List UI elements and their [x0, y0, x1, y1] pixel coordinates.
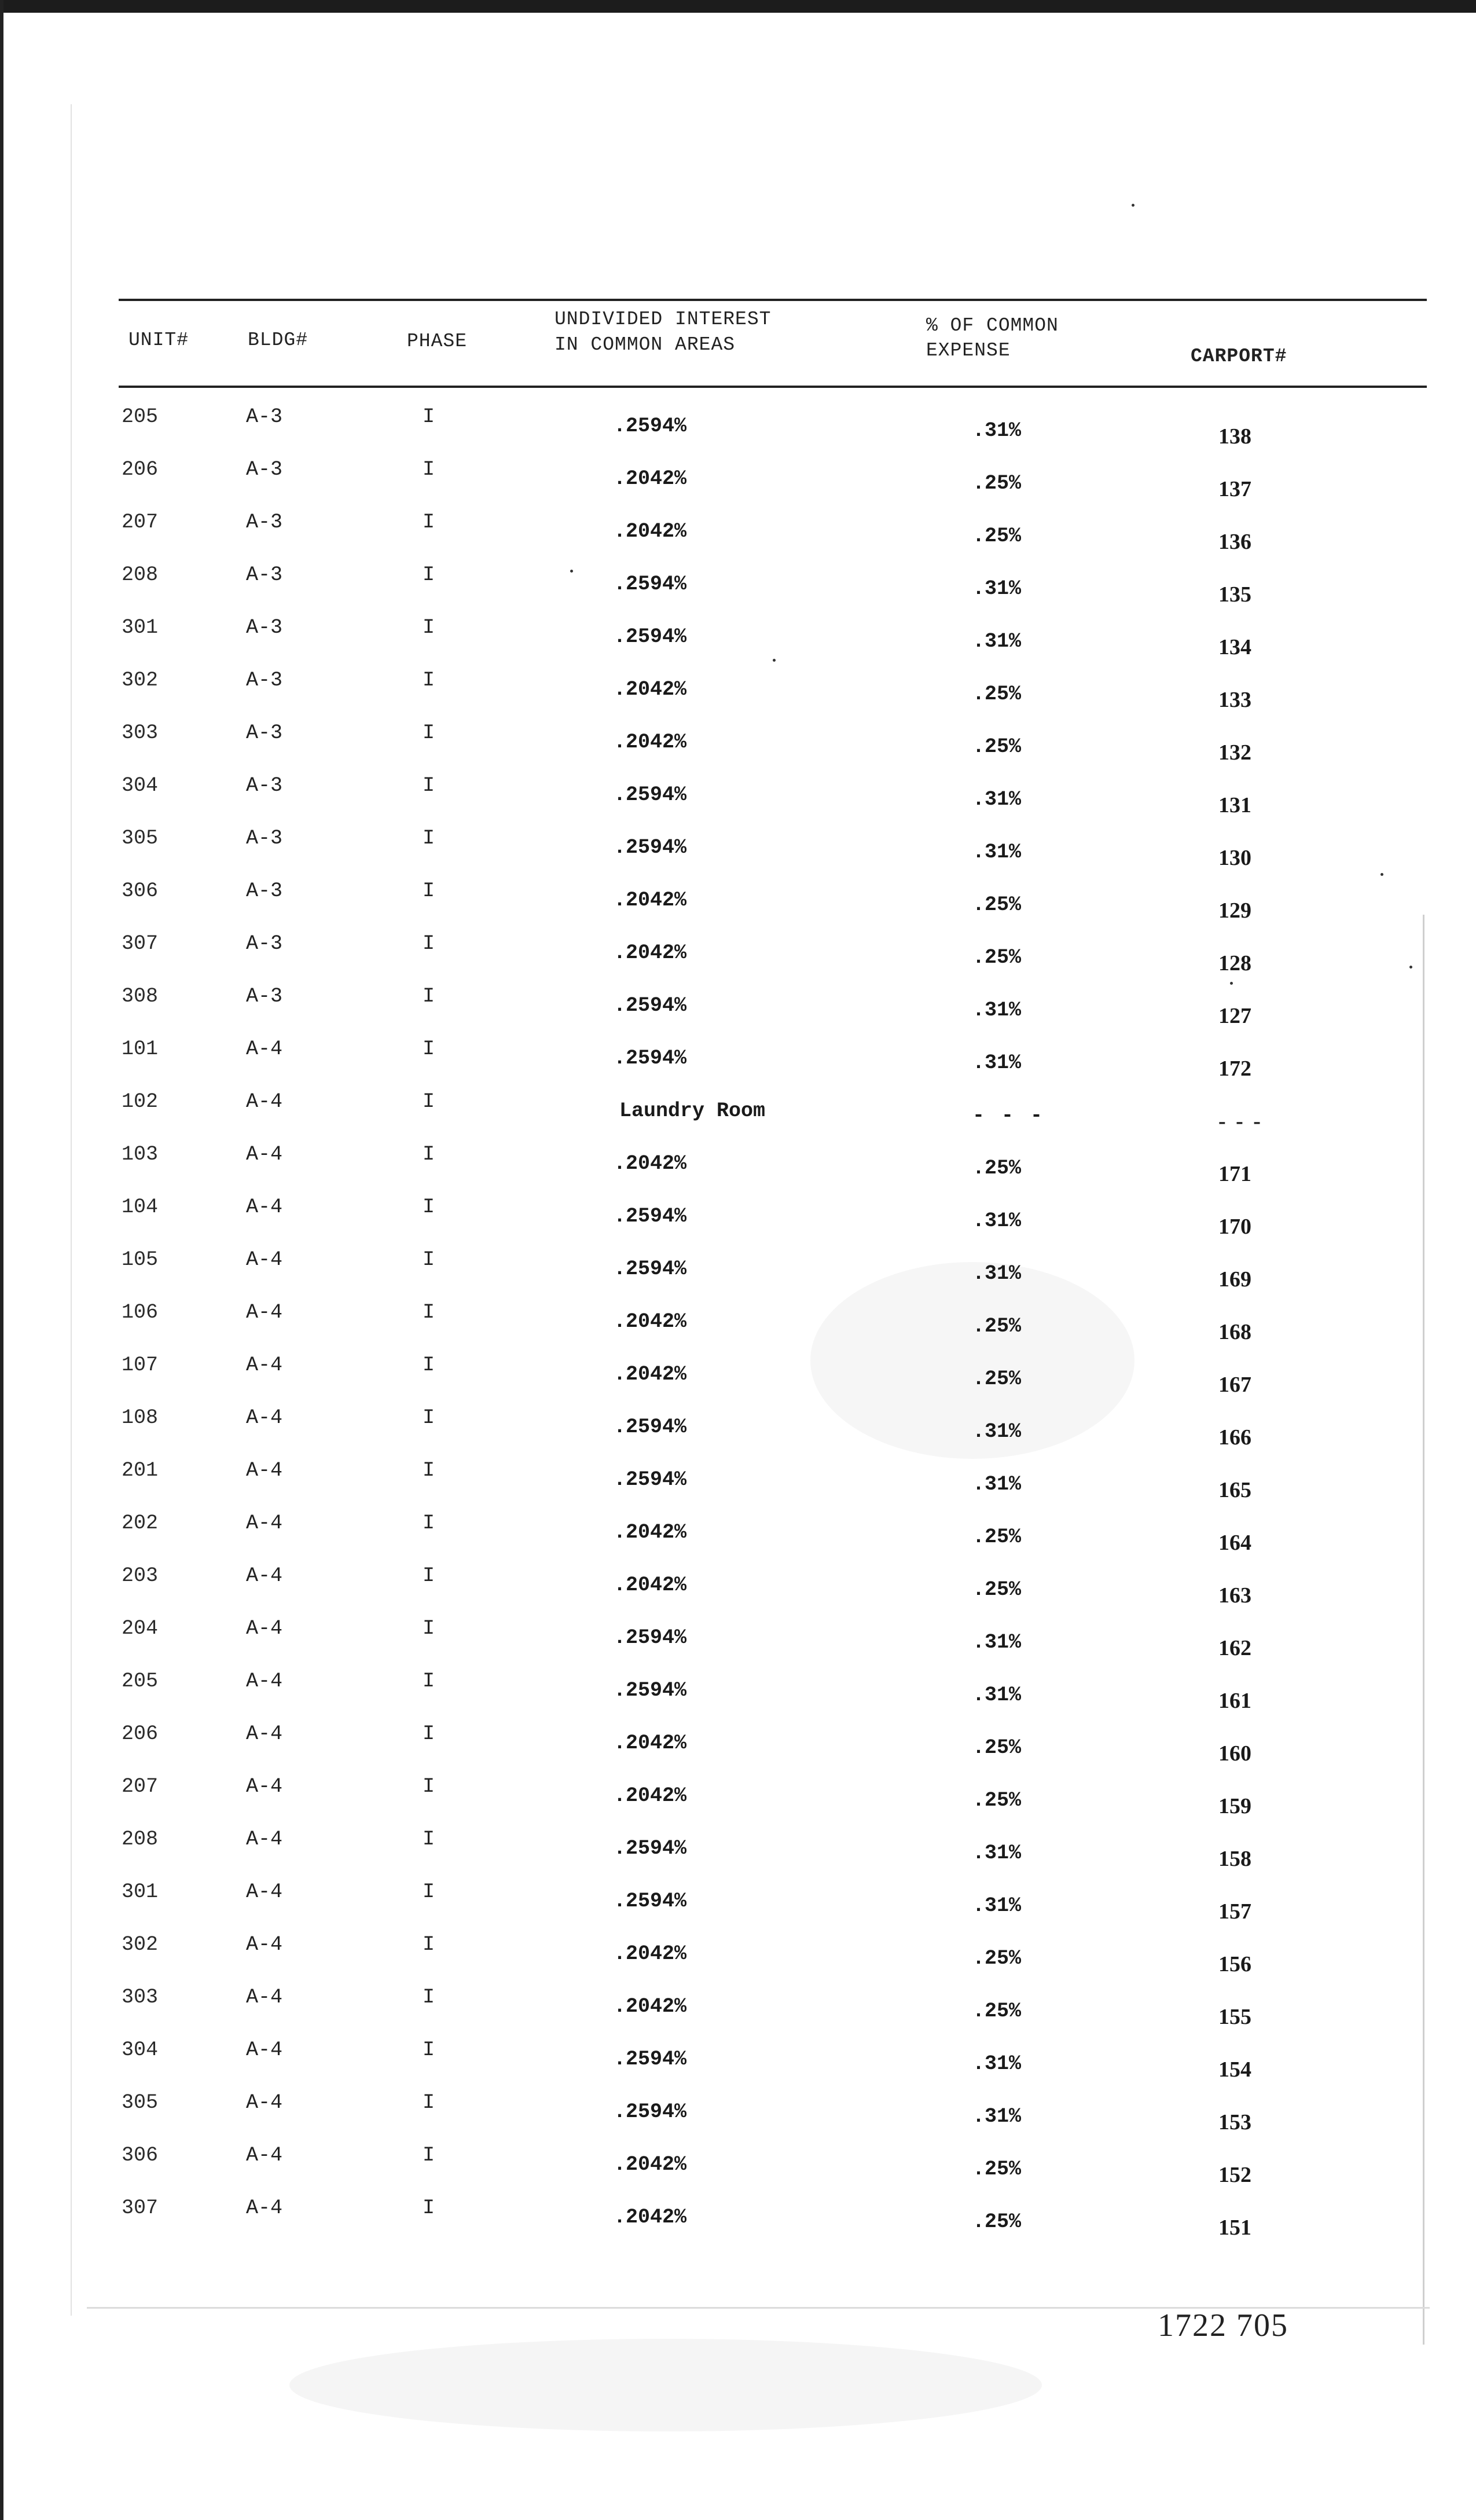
common-expense-cell: .31% [972, 1051, 1022, 1074]
phase-cell: I [423, 1617, 435, 1640]
carport-cell: 127 [1218, 1004, 1251, 1028]
phase-cell: I [423, 721, 435, 744]
unit-cell: 208 [122, 563, 159, 586]
carport-cell: 162 [1218, 1636, 1251, 1660]
common-expense-cell: .31% [972, 1473, 1022, 1496]
carport-cell: 133 [1218, 688, 1251, 712]
header-pct-line2: EXPENSE [926, 340, 1011, 361]
table-row [0, 1143, 1476, 1189]
bldg-cell: A-3 [246, 616, 283, 639]
header-bottom-rule [119, 386, 1427, 388]
table-row [0, 2144, 1476, 2190]
carport-cell: 167 [1218, 1373, 1251, 1397]
phase-cell: I [423, 1143, 435, 1166]
phase-cell: I [423, 879, 435, 903]
carport-cell: 130 [1218, 846, 1251, 870]
common-expense-cell: .25% [972, 683, 1022, 706]
undivided-interest-cell: .2042% [614, 1784, 687, 1807]
unit-cell: 104 [122, 1195, 159, 1219]
unit-cell: 203 [122, 1564, 159, 1587]
table-row [0, 774, 1476, 820]
unit-cell: 304 [122, 2038, 159, 2062]
bldg-cell: A-3 [246, 879, 283, 903]
table-row [0, 1195, 1476, 1242]
table-row [0, 1248, 1476, 1294]
carport-cell: 129 [1218, 898, 1251, 923]
bldg-cell: A-3 [246, 563, 283, 586]
common-expense-cell: .31% [972, 788, 1022, 811]
carport-cell: 170 [1218, 1215, 1251, 1239]
phase-cell: I [423, 1828, 435, 1851]
unit-cell: 306 [122, 2144, 159, 2167]
undivided-interest-cell: .2042% [614, 1995, 687, 2018]
table-row [0, 1301, 1476, 1347]
carport-cell: 132 [1218, 740, 1251, 765]
table-row [0, 985, 1476, 1031]
common-expense-cell: .31% [972, 2105, 1022, 2128]
undivided-interest-cell: .2594% [614, 2100, 687, 2123]
phase-cell: I [423, 2038, 435, 2062]
phase-cell: I [423, 1406, 435, 1429]
carport-cell: 152 [1218, 2163, 1251, 2187]
unit-cell: 307 [122, 932, 159, 955]
common-expense-cell: .25% [972, 1736, 1022, 1759]
phase-cell: I [423, 1301, 435, 1324]
phase-cell: I [423, 458, 435, 481]
table-row [0, 405, 1476, 452]
unit-cell: 101 [122, 1037, 159, 1061]
bldg-cell: A-4 [246, 1037, 283, 1061]
bldg-cell: A-3 [246, 458, 283, 481]
undivided-interest-cell: .2594% [614, 2048, 687, 2071]
common-expense-cell: .25% [972, 2210, 1022, 2233]
scan-speck [773, 659, 776, 662]
phase-cell: I [423, 827, 435, 850]
unit-cell: 205 [122, 1670, 159, 1693]
common-expense-cell: .25% [972, 1157, 1022, 1180]
bldg-cell: A-4 [246, 1775, 283, 1798]
carport-cell: 163 [1218, 1583, 1251, 1608]
phase-cell: I [423, 1933, 435, 1956]
undivided-interest-cell: .2042% [614, 520, 687, 543]
undivided-interest-cell: .2042% [614, 2153, 687, 2176]
bldg-cell: A-3 [246, 827, 283, 850]
phase-cell: I [423, 1353, 435, 1377]
carport-cell: - - - [1218, 1109, 1263, 1134]
common-expense-cell: .25% [972, 1525, 1022, 1549]
bldg-cell: A-4 [246, 1248, 283, 1271]
unit-cell: 102 [122, 1090, 159, 1113]
carport-cell: 153 [1218, 2110, 1251, 2134]
table-row [0, 1775, 1476, 1821]
scan-speck [1230, 982, 1233, 985]
carport-cell: 157 [1218, 1899, 1251, 1924]
table-row [0, 1828, 1476, 1874]
bldg-cell: A-4 [246, 2038, 283, 2062]
carport-cell: 131 [1218, 793, 1251, 817]
carport-cell: 158 [1218, 1847, 1251, 1871]
phase-cell: I [423, 932, 435, 955]
unit-cell: 206 [122, 1722, 159, 1745]
common-expense-cell: .25% [972, 1578, 1022, 1601]
common-expense-cell: .25% [972, 893, 1022, 916]
undivided-interest-cell: .2042% [614, 731, 687, 754]
header-pct-line1: % OF COMMON [926, 315, 1059, 336]
unit-cell: 205 [122, 405, 159, 428]
table-row [0, 616, 1476, 662]
bldg-cell: A-3 [246, 405, 283, 428]
bldg-cell: A-4 [246, 1406, 283, 1429]
table-row [0, 2091, 1476, 2137]
table-row [0, 827, 1476, 873]
table-row [0, 458, 1476, 504]
undivided-interest-cell: .2594% [614, 1415, 687, 1439]
undivided-interest-cell: Laundry Room [619, 1099, 766, 1123]
undivided-interest-cell: .2594% [614, 783, 687, 806]
common-expense-cell: .25% [972, 1315, 1022, 1338]
carport-cell: 128 [1218, 951, 1251, 975]
table-row [0, 1933, 1476, 1979]
unit-cell: 308 [122, 985, 159, 1008]
table-row [0, 721, 1476, 768]
carport-cell: 169 [1218, 1267, 1251, 1292]
phase-cell: I [423, 1037, 435, 1061]
carport-cell: 156 [1218, 1952, 1251, 1976]
bldg-cell: A-4 [246, 2196, 283, 2220]
unit-cell: 302 [122, 1933, 159, 1956]
bldg-cell: A-4 [246, 1933, 283, 1956]
undivided-interest-cell: .2594% [614, 1205, 687, 1228]
undivided-interest-cell: .2594% [614, 1890, 687, 1913]
undivided-interest-cell: .2042% [614, 1573, 687, 1597]
carport-cell: 135 [1218, 582, 1251, 607]
bldg-cell: A-4 [246, 1670, 283, 1693]
unit-cell: 307 [122, 2196, 159, 2220]
common-expense-cell: .25% [972, 2158, 1022, 2181]
header-undivided-line1: UNDIVIDED INTEREST [555, 309, 772, 330]
carport-cell: 136 [1218, 530, 1251, 554]
bldg-cell: A-4 [246, 1617, 283, 1640]
phase-cell: I [423, 774, 435, 797]
carport-cell: 171 [1218, 1162, 1251, 1186]
phase-cell: I [423, 985, 435, 1008]
common-expense-cell: .25% [972, 946, 1022, 969]
table-row [0, 1406, 1476, 1452]
unit-cell: 206 [122, 458, 159, 481]
table-row [0, 2196, 1476, 2243]
undivided-interest-cell: .2042% [614, 889, 687, 912]
phase-cell: I [423, 1564, 435, 1587]
undivided-interest-cell: .2042% [614, 1310, 687, 1333]
bldg-cell: A-4 [246, 2144, 283, 2167]
carport-cell: 172 [1218, 1057, 1251, 1081]
common-expense-cell: .31% [972, 841, 1022, 864]
table-row [0, 1722, 1476, 1769]
carport-cell: 151 [1218, 2215, 1251, 2240]
undivided-interest-cell: .2042% [614, 1942, 687, 1965]
phase-cell: I [423, 563, 435, 586]
phase-cell: I [423, 1722, 435, 1745]
scan-speck [1409, 966, 1412, 969]
common-expense-cell: .31% [972, 1420, 1022, 1443]
undivided-interest-cell: .2594% [614, 625, 687, 648]
table-row [0, 1353, 1476, 1400]
common-expense-cell: .25% [972, 524, 1022, 548]
unit-cell: 305 [122, 2091, 159, 2114]
scan-top-border [0, 0, 1476, 13]
undivided-interest-cell: .2594% [614, 836, 687, 859]
undivided-interest-cell: .2042% [614, 1732, 687, 1755]
bldg-cell: A-3 [246, 669, 283, 692]
common-expense-cell: .31% [972, 999, 1022, 1022]
bldg-cell: A-3 [246, 774, 283, 797]
bldg-cell: A-4 [246, 1301, 283, 1324]
header-undivided-line2: IN COMMON AREAS [555, 334, 736, 355]
header-unit: UNIT# [128, 329, 189, 351]
bldg-cell: A-4 [246, 1986, 283, 2009]
table-row [0, 879, 1476, 926]
carport-cell: 134 [1218, 635, 1251, 659]
unit-cell: 105 [122, 1248, 159, 1271]
undivided-interest-cell: .2594% [614, 994, 687, 1017]
carport-cell: 159 [1218, 1794, 1251, 1818]
undivided-interest-cell: .2042% [614, 678, 687, 701]
scan-speck [1380, 873, 1383, 876]
unit-cell: 306 [122, 879, 159, 903]
undivided-interest-cell: .2042% [614, 1521, 687, 1544]
unit-cell: 208 [122, 1828, 159, 1851]
phase-cell: I [423, 616, 435, 639]
unit-cell: 201 [122, 1459, 159, 1482]
common-expense-cell: - - - [972, 1104, 1045, 1127]
carport-cell: 137 [1218, 477, 1251, 501]
common-expense-cell: .31% [972, 1209, 1022, 1233]
phase-cell: I [423, 1670, 435, 1693]
phase-cell: I [423, 1459, 435, 1482]
header-phase: PHASE [407, 331, 468, 352]
undivided-interest-cell: .2594% [614, 415, 687, 438]
table-row [0, 1670, 1476, 1716]
phase-cell: I [423, 1512, 435, 1535]
unit-cell: 103 [122, 1143, 159, 1166]
common-expense-cell: .31% [972, 419, 1022, 442]
bldg-cell: A-3 [246, 721, 283, 744]
bldg-cell: A-4 [246, 1143, 283, 1166]
bldg-cell: A-3 [246, 932, 283, 955]
table-row [0, 2038, 1476, 2085]
undivided-interest-cell: .2042% [614, 1152, 687, 1175]
unit-cell: 305 [122, 827, 159, 850]
table-row [0, 1090, 1476, 1136]
scan-smudge [289, 2339, 1042, 2431]
unit-cell: 304 [122, 774, 159, 797]
unit-cell: 106 [122, 1301, 159, 1324]
bldg-cell: A-4 [246, 1090, 283, 1113]
common-expense-cell: .31% [972, 577, 1022, 600]
table-row [0, 1564, 1476, 1611]
common-expense-cell: .31% [972, 1683, 1022, 1707]
table-row [0, 1880, 1476, 1927]
common-expense-cell: .25% [972, 735, 1022, 758]
undivided-interest-cell: .2594% [614, 1468, 687, 1491]
undivided-interest-cell: .2594% [614, 1257, 687, 1281]
unit-cell: 303 [122, 1986, 159, 2009]
carport-cell: 164 [1218, 1531, 1251, 1555]
bldg-cell: A-3 [246, 985, 283, 1008]
bldg-cell: A-4 [246, 1880, 283, 1903]
table-row [0, 669, 1476, 715]
phase-cell: I [423, 1986, 435, 2009]
table-row [0, 563, 1476, 610]
unit-cell: 207 [122, 1775, 159, 1798]
unit-cell: 303 [122, 721, 159, 744]
bldg-cell: A-4 [246, 1459, 283, 1482]
table-row [0, 1459, 1476, 1505]
header-bldg: BLDG# [248, 329, 309, 351]
common-expense-cell: .31% [972, 1262, 1022, 1285]
header-top-rule [119, 299, 1427, 301]
unit-cell: 301 [122, 616, 159, 639]
undivided-interest-cell: .2594% [614, 573, 687, 596]
phase-cell: I [423, 669, 435, 692]
unit-cell: 202 [122, 1512, 159, 1535]
undivided-interest-cell: .2594% [614, 1626, 687, 1649]
carport-cell: 161 [1218, 1689, 1251, 1713]
table-row [0, 1617, 1476, 1663]
unit-cell: 302 [122, 669, 159, 692]
bldg-cell: A-4 [246, 1722, 283, 1745]
carport-cell: 138 [1218, 424, 1251, 449]
common-expense-cell: .25% [972, 472, 1022, 495]
common-expense-cell: .31% [972, 1631, 1022, 1654]
unit-cell: 204 [122, 1617, 159, 1640]
common-expense-cell: .31% [972, 1894, 1022, 1917]
common-expense-cell: .25% [972, 1789, 1022, 1812]
phase-cell: I [423, 1090, 435, 1113]
phase-cell: I [423, 1775, 435, 1798]
undivided-interest-cell: .2042% [614, 467, 687, 490]
table-row [0, 932, 1476, 978]
phase-cell: I [423, 1248, 435, 1271]
table-row [0, 1986, 1476, 2032]
common-expense-cell: .25% [972, 1947, 1022, 1970]
table-row [0, 1037, 1476, 1084]
undivided-interest-cell: .2042% [614, 1363, 687, 1386]
header-carport: CARPORT# [1191, 346, 1287, 367]
phase-cell: I [423, 405, 435, 428]
carport-cell: 154 [1218, 2057, 1251, 2082]
bldg-cell: A-4 [246, 1512, 283, 1535]
undivided-interest-cell: .2594% [614, 1837, 687, 1860]
bldg-cell: A-4 [246, 1353, 283, 1377]
carport-cell: 160 [1218, 1741, 1251, 1766]
phase-cell: I [423, 2091, 435, 2114]
common-expense-cell: .25% [972, 2000, 1022, 2023]
phase-cell: I [423, 1195, 435, 1219]
bldg-cell: A-3 [246, 511, 283, 534]
table-row [0, 1512, 1476, 1558]
phase-cell: I [423, 1880, 435, 1903]
undivided-interest-cell: .2042% [614, 941, 687, 964]
page-reference-number: 1722 705 [1158, 2308, 1288, 2343]
undivided-interest-cell: .2042% [614, 2206, 687, 2229]
common-expense-cell: .31% [972, 2052, 1022, 2075]
phase-cell: I [423, 2144, 435, 2167]
table-row [0, 511, 1476, 557]
undivided-interest-cell: .2594% [614, 1047, 687, 1070]
common-expense-cell: .25% [972, 1367, 1022, 1391]
phase-cell: I [423, 511, 435, 534]
phase-cell: I [423, 2196, 435, 2220]
carport-cell: 165 [1218, 1478, 1251, 1502]
common-expense-cell: .31% [972, 630, 1022, 653]
unit-cell: 108 [122, 1406, 159, 1429]
unit-cell: 301 [122, 1880, 159, 1903]
carport-cell: 166 [1218, 1425, 1251, 1450]
scan-speck [570, 570, 573, 573]
unit-cell: 107 [122, 1353, 159, 1377]
bldg-cell: A-4 [246, 1195, 283, 1219]
bldg-cell: A-4 [246, 1828, 283, 1851]
bldg-cell: A-4 [246, 1564, 283, 1587]
undivided-interest-cell: .2594% [614, 1679, 687, 1702]
carport-cell: 155 [1218, 2005, 1251, 2029]
bldg-cell: A-4 [246, 2091, 283, 2114]
unit-cell: 207 [122, 511, 159, 534]
common-expense-cell: .31% [972, 1842, 1022, 1865]
scan-speck [1132, 204, 1134, 207]
carport-cell: 168 [1218, 1320, 1251, 1344]
